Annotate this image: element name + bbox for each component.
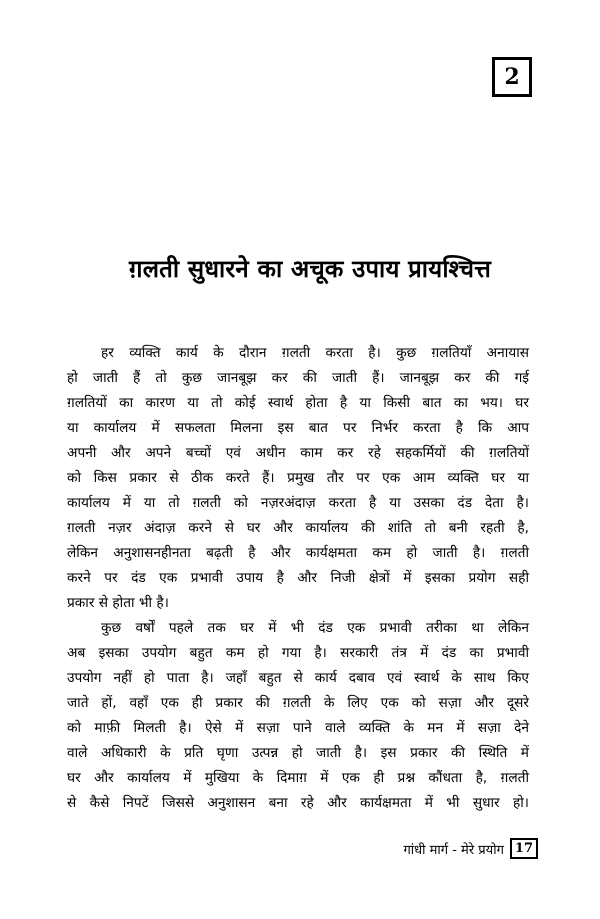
paragraph-1: [67, 341, 529, 616]
page-number: 17: [510, 838, 538, 859]
text-line: ग़लती नज़र अंदाज़ करने से घर और कार्यालय की शांति तो बनी रहती है,: [67, 520, 529, 536]
text-line: वाले अधिकारी के प्रति घृणा उत्पन्न हो जाती है। इस प्रकार की स्थिति में: [67, 745, 529, 761]
chapter-number-box: [492, 57, 532, 97]
chapter-number: 2: [504, 64, 520, 90]
text-line: ग़लतियों का कारण या तो कोई स्वार्थ होता है या किसी बात का भय। घर: [67, 395, 529, 411]
text-line: अब इसका उपयोग बहुत कम हो गया है। सरकारी तंत्र में दंड का प्रभावी: [67, 645, 529, 661]
text-line: कार्यालय में या तो ग़लती को नज़रअंदाज़ करता है या उसका दंड देता है।: [67, 495, 529, 511]
paragraph-2: [67, 616, 529, 816]
body-text: [67, 341, 529, 816]
text-line: हो जाती हैं तो कुछ जानबूझ कर की जाती हैं। जानबूझ कर की गई: [67, 370, 529, 386]
book-title: गांधी मार्ग - मेरे प्रयोग: [403, 842, 504, 858]
text-line: उपयोग नहीं हो पाता है। जहाँ बहुत से कार्य दबाव एवं स्वार्थ के साथ किए: [67, 670, 529, 686]
page-footer: [403, 838, 538, 859]
text-line: अपनी और अपने बच्चों एवं अधीन काम कर रहे सहकर्मियों की ग़लतियों: [67, 445, 529, 461]
text-line: हर व्यक्ति कार्य के दौरान ग़लती करता है। कुछ ग़लतियाँ अनायास: [101, 345, 529, 361]
text-line: से कैसे निपटें जिससे अनुशासन बना रहे और कार्यक्षमता में भी सुधार हो।: [67, 795, 529, 811]
text-line: जाते हों, वहाँ एक ही प्रकार की ग़लती के लिए एक को सज़ा और दूसरे: [67, 695, 529, 711]
text-line: घर और कार्यालय में मुखिया के दिमाग़ में एक ही प्रश्न कौंधता है, ग़लती: [67, 770, 529, 786]
text-line: कुछ वर्षों पहले तक घर में भी दंड एक प्रभावी तरीका था लेकिन: [101, 620, 529, 636]
text-line: प्रकार से होता भी है।: [67, 595, 169, 611]
text-line: करने पर दंड एक प्रभावी उपाय है और निजी क्षेत्रों में इसका प्रयोग सही: [67, 570, 529, 586]
text-line: या कार्यालय में सफलता मिलना इस बात पर निर्भर करता है कि आप: [67, 420, 529, 436]
text-line: लेकिन अनुशासनहीनता बढ़ती है और कार्यक्षमता कम हो जाती है। ग़लती: [67, 545, 529, 561]
text-line: को माफ़ी मिलती है। ऐसे में सज़ा पाने वाले व्यक्ति के मन में सज़ा देने: [67, 720, 529, 736]
text-line: को किस प्रकार से ठीक करते हैं। प्रमुख तौर पर एक आम व्यक्ति घर या: [67, 470, 529, 486]
page-title: ग़लती सुधारने का अचूक उपाय प्रायश्चित्त: [128, 255, 491, 283]
